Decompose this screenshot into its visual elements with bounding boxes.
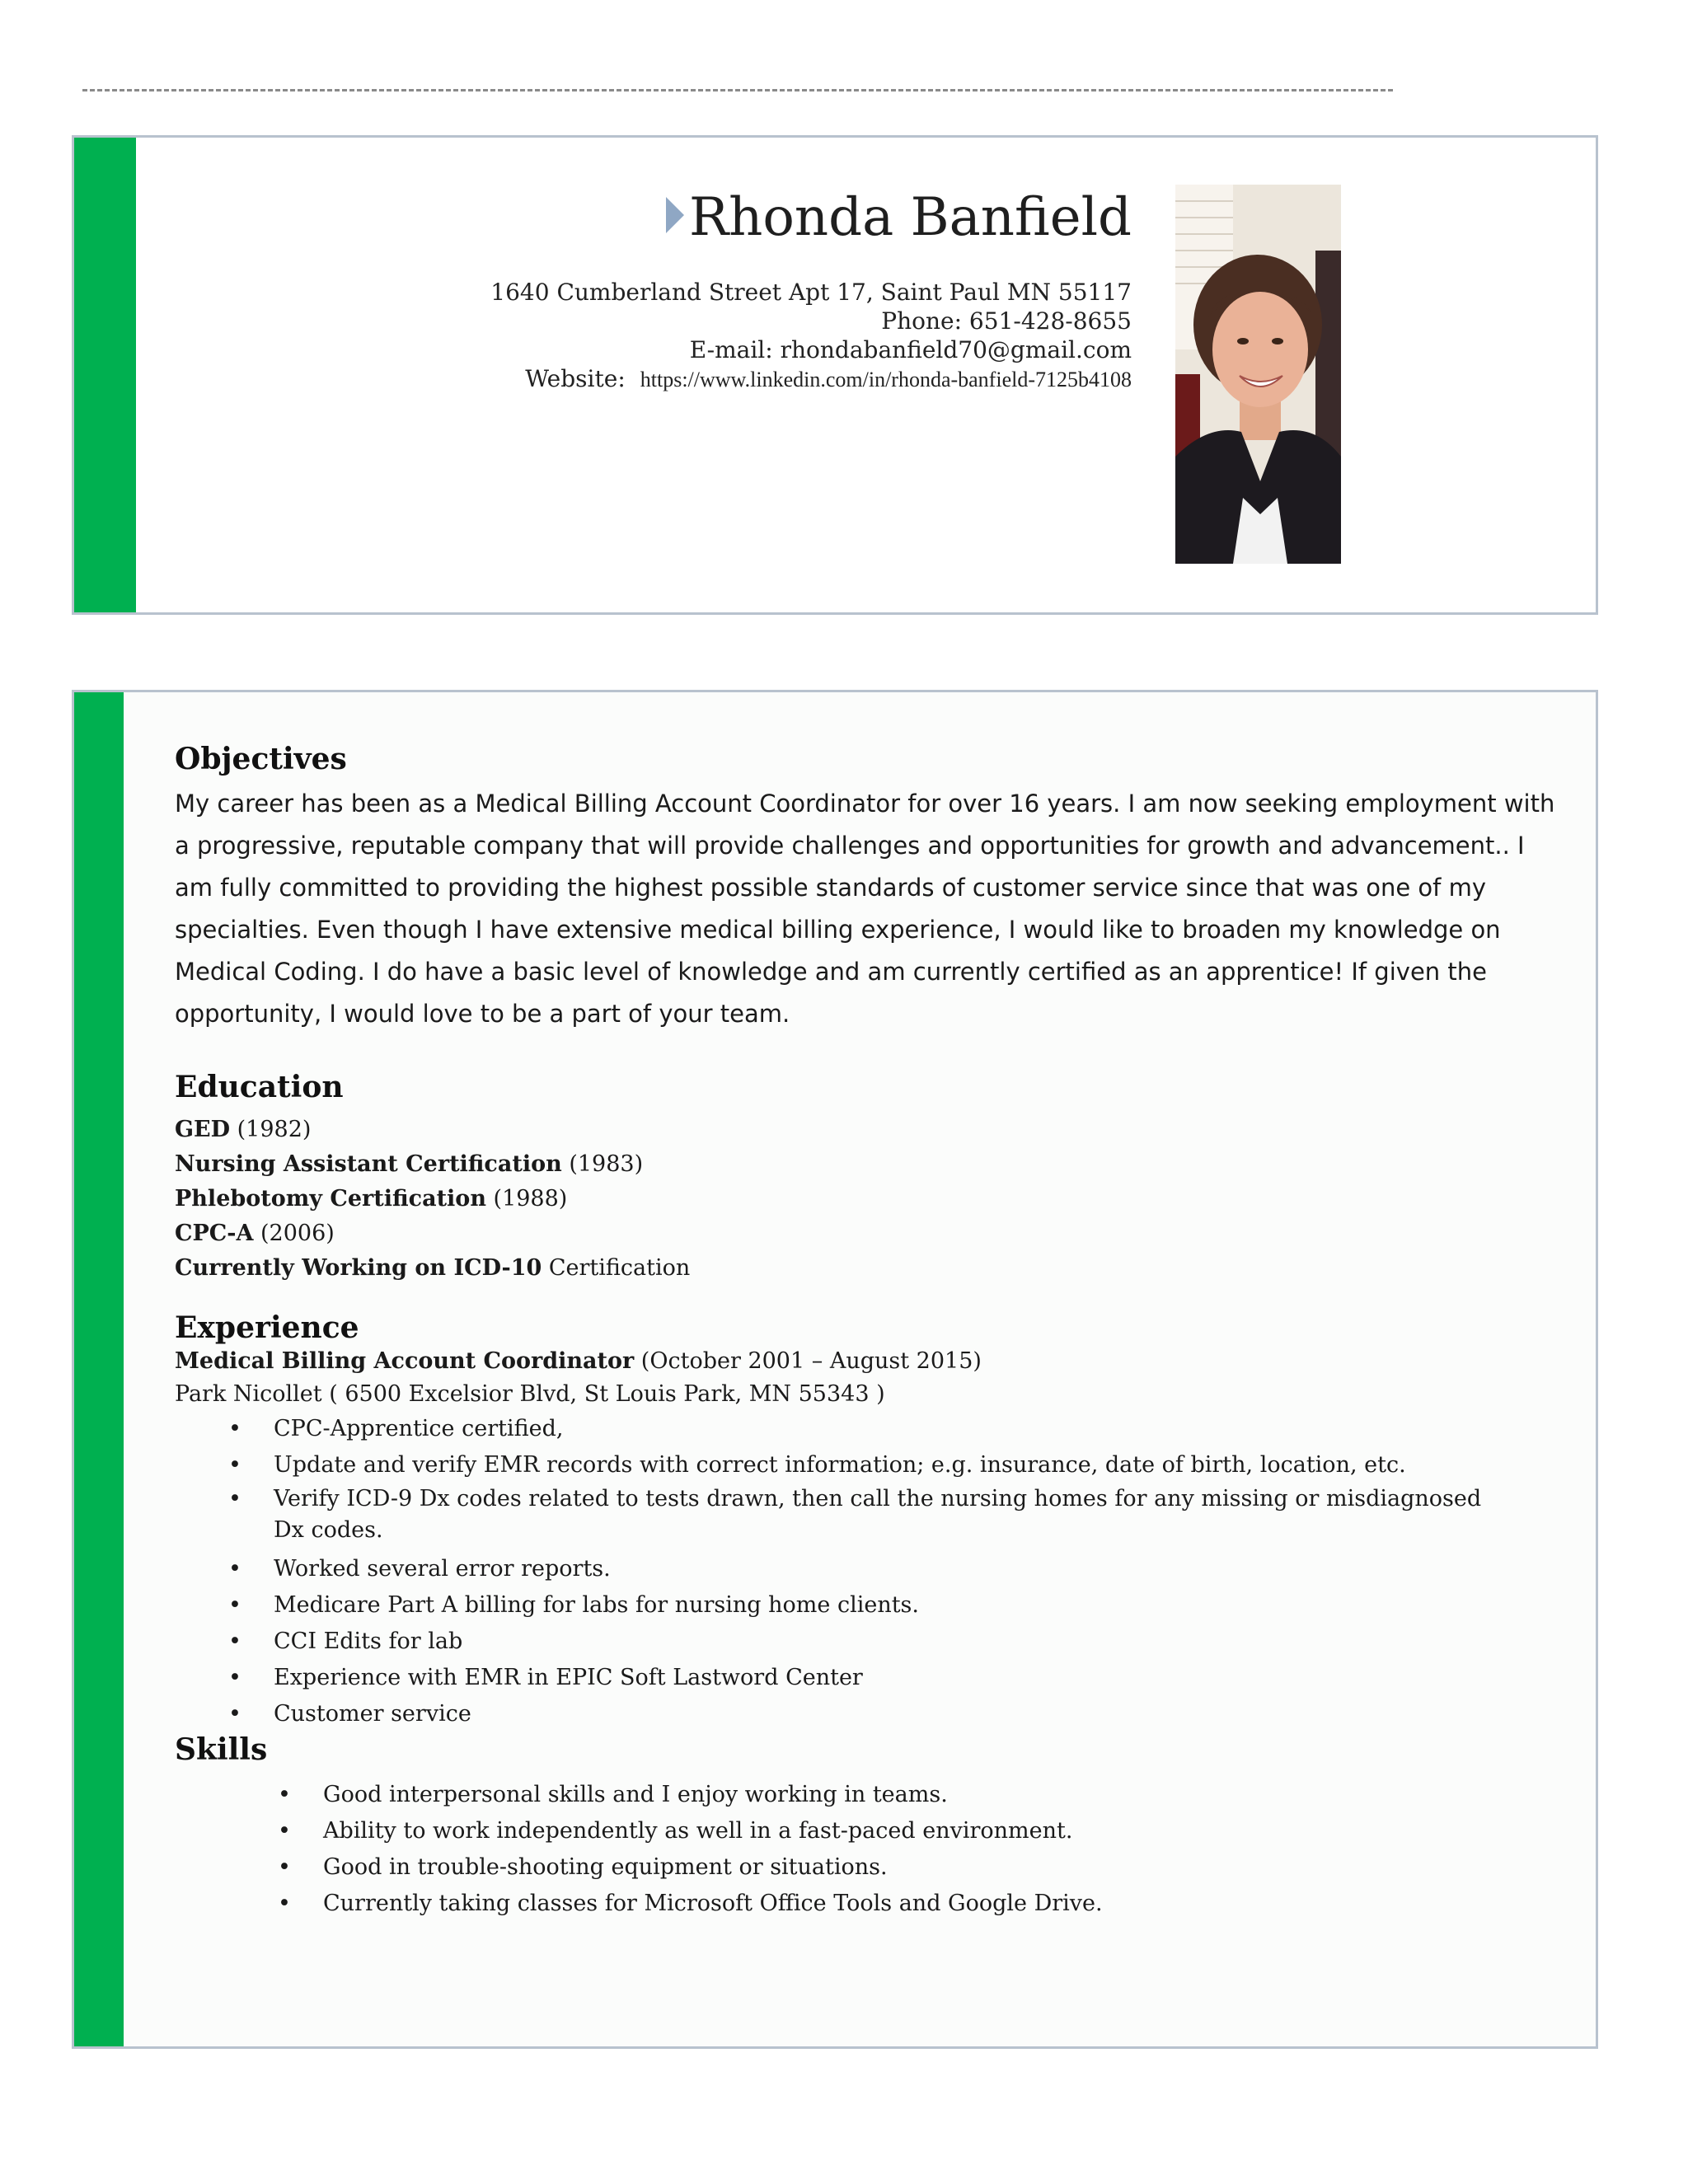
contact-block <box>490 278 1132 394</box>
list-item: • Update and verify EMR records with correct information; e.g. insurance, date of birth, location, etc. <box>274 1447 1493 1483</box>
accent-bar-main <box>74 692 124 2046</box>
phone: Phone: 651-428-8655 <box>881 307 1132 335</box>
education-list <box>175 1113 1559 1286</box>
email[interactable]: E-mail: rhondabanfield70@gmail.com <box>689 336 1132 363</box>
profile-photo <box>1175 185 1341 564</box>
resume-body-box <box>72 690 1598 2049</box>
resume-content <box>175 742 1559 1922</box>
list-item: • Medicare Part A billing for labs for nursing home clients. <box>274 1587 1493 1624</box>
skills-heading: Skills <box>175 1732 268 1767</box>
education-heading: Education <box>175 1070 344 1104</box>
list-item: • CPC-Apprentice certified, <box>274 1411 1493 1447</box>
education-item: CPC-A (2006) <box>175 1221 335 1246</box>
education-item: Currently Working on ICD-10 Certification <box>175 1255 691 1281</box>
education-item: Phlebotomy Certification (1988) <box>175 1186 568 1212</box>
education-item: GED (1982) <box>175 1117 312 1142</box>
list-item: • Good interpersonal skills and I enjoy working in teams. <box>323 1777 1477 1813</box>
accent-bar <box>74 138 136 612</box>
website-link[interactable]: https://www.linkedin.com/in/rhonda-banfield-7125b4108 <box>640 368 1132 391</box>
website-label: Website: <box>525 365 626 392</box>
skills-bullets <box>323 1777 1477 1922</box>
experience-heading: Experience <box>175 1310 359 1345</box>
list-item: • Worked several error reports. <box>274 1551 1493 1587</box>
name-text: Rhonda Banfield <box>688 187 1132 248</box>
experience-block <box>175 1345 1559 1732</box>
header-box <box>72 135 1598 615</box>
triangle-bullet-icon <box>666 197 684 233</box>
list-item: • Currently taking classes for Microsoft Office Tools and Google Drive. <box>323 1886 1477 1922</box>
job-title-line <box>175 1345 1559 1378</box>
website-line <box>490 364 1132 394</box>
employer: Park Nicollet ( 6500 Excelsior Blvd, St Louis Park, MN 55343 ) <box>175 1381 885 1407</box>
list-item: • Verify ICD-9 Dx codes related to tests drawn, then call the nursing homes for any missing or misdiagnosed Dx codes. <box>274 1483 1493 1551</box>
objectives-heading: Objectives <box>175 742 347 776</box>
list-item: • CCI Edits for lab <box>274 1624 1493 1660</box>
name-heading <box>666 187 1132 248</box>
education-item: Nursing Assistant Certification (1983) <box>175 1151 644 1177</box>
list-item: • Experience with EMR in EPIC Soft Lastword Center <box>274 1660 1493 1696</box>
list-item: • Good in trouble-shooting equipment or situations. <box>323 1849 1477 1886</box>
job-title: Medical Billing Account Coordinator <box>175 1348 635 1374</box>
list-item: • Ability to work independently as well in a fast-paced environment. <box>323 1813 1477 1849</box>
address: 1640 Cumberland Street Apt 17, Saint Paul MN 55117 <box>490 279 1132 306</box>
experience-bullets <box>274 1411 1493 1732</box>
dashed-divider <box>82 89 1393 91</box>
job-dates: (October 2001 – August 2015) <box>634 1348 982 1374</box>
objectives-text: My career has been as a Medical Billing Account Coordinator for over 16 years. I am now seeking employment with a progressive, reputable company that will provide challenges and opportunities for growth and advancement.. I am fully committed to providing the highest possible standards of customer service since that was one of my specialties. Even though I have extensive medical billing experience, I would like to broaden my knowledge on Medical Coding. I do have a basic level of knowledge and am currently certified as an apprentice! If given the opportunity, I would love to be a part of your team. <box>175 790 1555 1028</box>
list-item: • Customer service <box>274 1696 1493 1732</box>
